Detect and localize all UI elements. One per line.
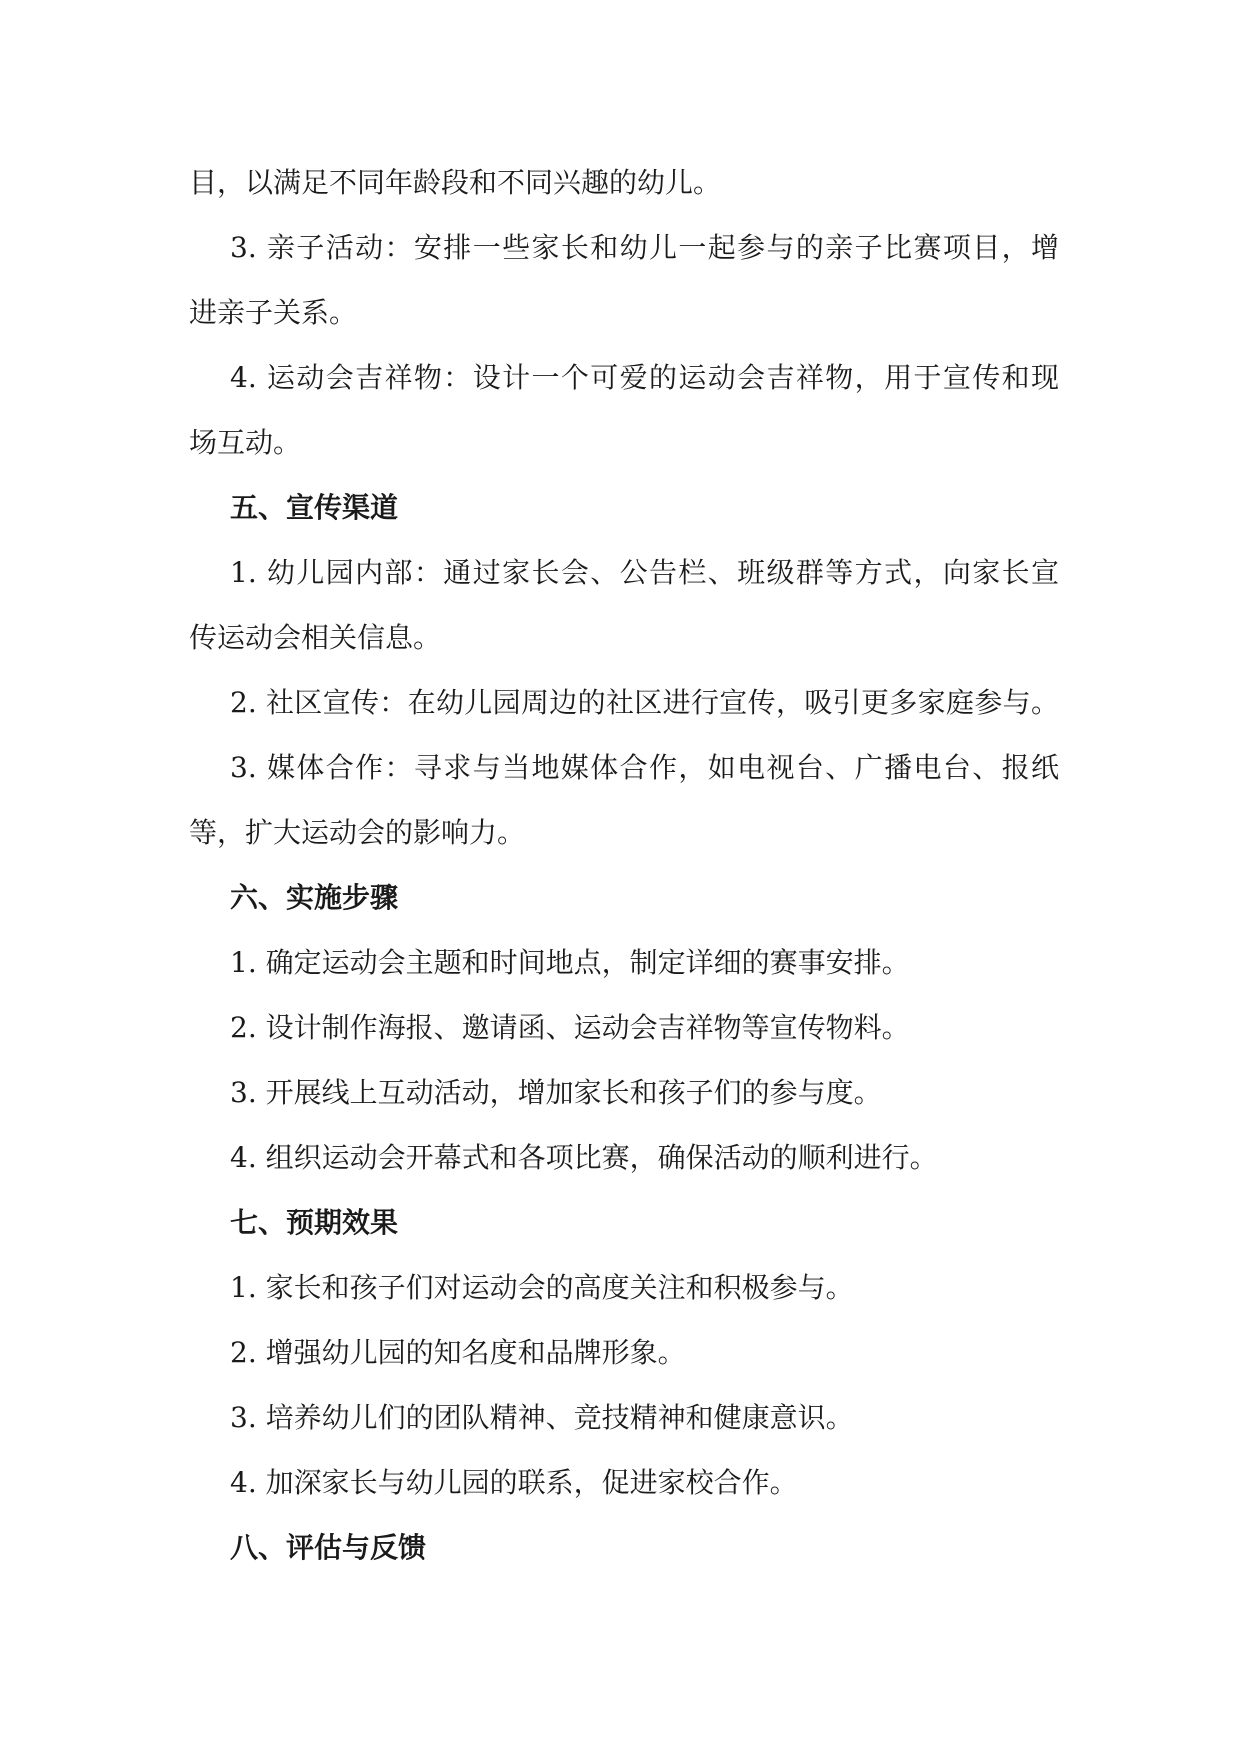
paragraph-continuation: 进亲子关系。 <box>189 296 358 329</box>
paragraph-continuation: 等，扩大运动会的影响力。 <box>189 816 526 849</box>
list-item: 1. 家长和孩子们对运动会的高度关注和积极参与。 <box>230 1271 854 1304</box>
section-heading: 七、预期效果 <box>230 1206 399 1239</box>
paragraph-continuation: 场互动。 <box>189 426 302 459</box>
list-item: 2. 设计制作海报、邀请函、运动会吉祥物等宣传物料。 <box>230 1011 910 1044</box>
list-item: 1. 确定运动会主题和时间地点，制定详细的赛事安排。 <box>230 946 910 979</box>
list-item: 3. 培养幼儿们的团队精神、竞技精神和健康意识。 <box>230 1401 854 1434</box>
paragraph-continuation: 传运动会相关信息。 <box>189 621 442 654</box>
paragraph-line: 3. 媒体合作：寻求与当地媒体合作，如电视台、广播电台、报纸 <box>230 751 1059 784</box>
paragraph-continuation: 目，以满足不同年龄段和不同兴趣的幼儿。 <box>189 166 722 199</box>
paragraph-line: 2. 社区宣传：在幼儿园周边的社区进行宣传，吸引更多家庭参与。 <box>230 686 1059 719</box>
section-heading: 八、评估与反馈 <box>230 1531 427 1564</box>
section-heading: 六、实施步骤 <box>230 881 399 914</box>
section-heading: 五、宣传渠道 <box>230 491 399 524</box>
list-item: 4. 加深家长与幼儿园的联系，促进家校合作。 <box>230 1466 798 1499</box>
paragraph-line: 1. 幼儿园内部：通过家长会、公告栏、班级群等方式，向家长宣 <box>230 556 1059 589</box>
list-item: 3. 开展线上互动活动，增加家长和孩子们的参与度。 <box>230 1076 882 1109</box>
paragraph-line: 3. 亲子活动：安排一些家长和幼儿一起参与的亲子比赛项目，增 <box>230 231 1059 264</box>
paragraph-line: 4. 运动会吉祥物：设计一个可爱的运动会吉祥物，用于宣传和现 <box>230 361 1059 394</box>
list-item: 2. 增强幼儿园的知名度和品牌形象。 <box>230 1336 686 1369</box>
list-item: 4. 组织运动会开幕式和各项比赛，确保活动的顺利进行。 <box>230 1141 938 1174</box>
